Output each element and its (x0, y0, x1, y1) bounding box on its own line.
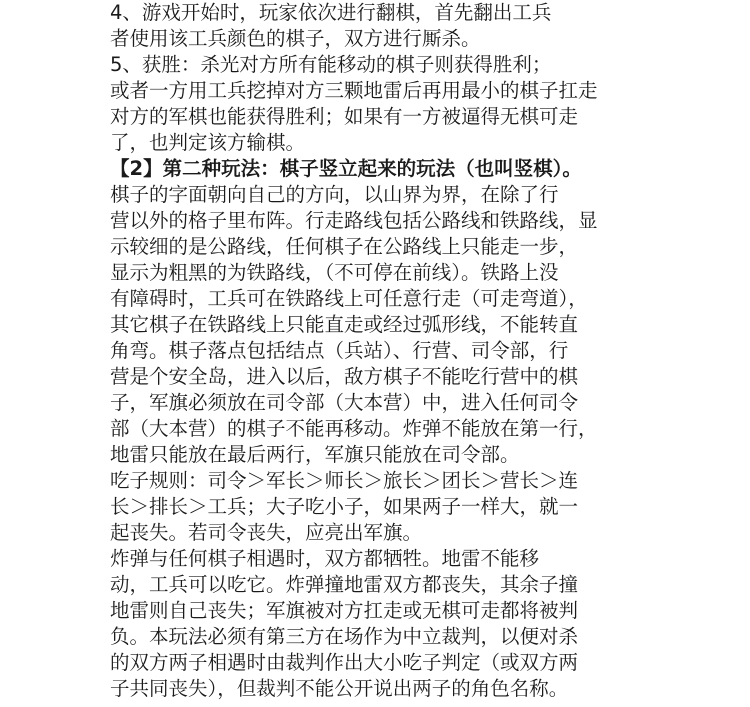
text-line: 角弯。棋子落点包括结点（兵站）、行营、司令部，行 (110, 339, 569, 362)
text-line: 有障碍时，工兵可在铁路线上可任意行走（可走弯道）， (110, 287, 588, 310)
text-line: 棋子的字面朝向自己的方向，以山界为界，在除了行 (110, 183, 559, 206)
text-line: 部（大本营）的棋子不能再移动。炸弹不能放在第一行， (110, 417, 598, 440)
section-heading: 【2】第二种玩法：棋子竖立起来的玩法（也叫竖棋）。 (110, 157, 582, 180)
text-line: 营以外的格子里布阵。行走路线包括公路线和铁路线，显 (110, 209, 598, 232)
text-line: 营是个安全岛，进入以后，敌方棋子不能吃行营中的棋 (110, 365, 579, 388)
text-line: 地雷只能放在最后两行，军旗只能放在司令部。 (110, 443, 520, 466)
text-line: 了，也判定该方输棋。 (110, 131, 306, 154)
text-line: 炸弹与任何棋子相遇时，双方都牺牲。地雷不能移 (110, 547, 540, 570)
text-line: 地雷则自己丧失；军旗被对方扛走或无棋可走都将被判 (110, 599, 579, 622)
text-line: 动，工兵可以吃它。炸弹撞地雷双方都丧失，其余子撞 (110, 573, 579, 596)
text-line: 对方的军棋也能获得胜利；如果有一方被逼得无棋可走 (110, 105, 579, 128)
text-line: 起丧失。若司令丧失，应亮出军旗。 (110, 521, 423, 544)
text-line: 其它棋子在铁路线上只能直走或经过弧形线，不能转直 (110, 313, 579, 336)
text-line: 5、获胜：杀光对方所有能移动的棋子则获得胜利； (110, 53, 552, 76)
text-line: 4、游戏开始时，玩家依次进行翻棋，首先翻出工兵 (110, 1, 552, 24)
text-line: 子共同丧失），但裁判不能公开说出两子的角色名称。 (110, 677, 569, 700)
text-line: 显示为粗黑的为铁路线，（不可停在前线）。铁路上没 (110, 261, 559, 284)
text-line: 的双方两子相遇时由裁判作出大小吃子判定（或双方两 (110, 651, 579, 674)
text-line: 或者一方用工兵挖掉对方三颗地雷后再用最小的棋子扛走 (110, 79, 598, 102)
text-line: 子，军旗必须放在司令部（大本营）中，进入任何司令 (110, 391, 579, 414)
text-line: 长＞排长＞工兵；大子吃小子，如果两子一样大，就一 (110, 495, 579, 518)
text-line: 者使用该工兵颜色的棋子，双方进行厮杀。 (110, 27, 481, 50)
text-line: 示较细的是公路线，任何棋子在公路线上只能走一步， (110, 235, 579, 258)
text-line: 吃子规则：司令＞军长＞师长＞旅长＞团长＞营长＞连 (110, 469, 579, 492)
text-line: 负。本玩法必须有第三方在场作为中立裁判，以便对杀 (110, 625, 579, 648)
